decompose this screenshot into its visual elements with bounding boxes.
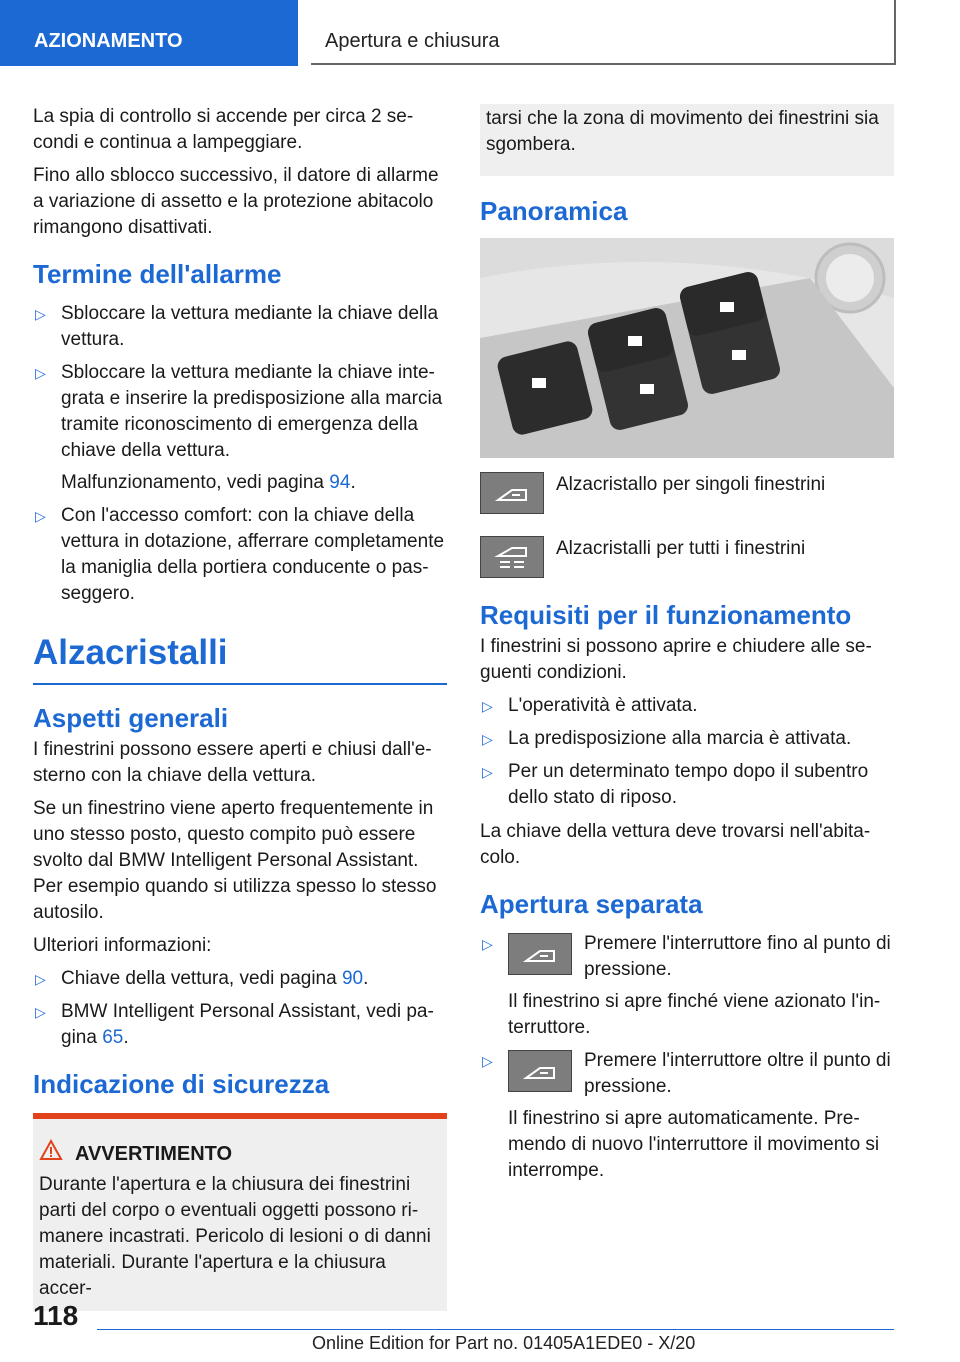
warning-title: AVVERTIMENTO	[75, 1142, 233, 1165]
list-item: ▷ Con l'accesso comfort: con la chiave della vettura in dotazione, afferrare completamente la maniglia della portiera conducente o pas-seggero.	[35, 505, 445, 604]
page-link[interactable]: 90	[341, 968, 364, 989]
symbol-all-windows: Alzacristalli per tutti i finestrini	[480, 536, 894, 578]
footer-divider	[97, 1329, 894, 1330]
triangle-bullet-icon: ▷	[482, 1053, 493, 1069]
triangle-bullet-icon: ▷	[35, 971, 46, 987]
paragraph: La spia di controllo si accende per circa 2 se-condi e continua a lampeggiare.	[33, 106, 414, 153]
list-item: ▷ Per un determinato tempo dopo il subentro dello stato di riposo.	[482, 761, 869, 808]
paragraph: Se un finestrino viene aperto frequentemente in uno stesso posto, questo compito può essere svolto dal BMW Intelligent Personal Assistant. Per esempio quando si utilizza spesso lo stesso autosilo.	[33, 798, 437, 923]
paragraph: Ulteriori informazioni:	[33, 935, 212, 956]
warning-box	[33, 1113, 447, 1311]
list-item: ▷ Premere l'interruttore fino al punto di pressione. Il finestrino si apre finché viene azionato l'in-terruttore.	[480, 931, 894, 1041]
list-item: ▷ Sbloccare la vettura mediante la chiave della vettura.	[35, 303, 439, 350]
left-column	[33, 104, 447, 1311]
page-link[interactable]: 65	[102, 1027, 124, 1048]
heading-requisiti: Requisiti per il funzionamento	[480, 600, 852, 630]
paragraph: Fino allo sblocco successivo, il datore di allarme a variazione di assetto e la protezione abitacolo rimangono disattivati.	[33, 165, 439, 238]
triangle-bullet-icon: ▷	[482, 731, 493, 747]
section-title: AZIONAMENTO	[34, 30, 183, 52]
page-number: 118	[33, 1300, 79, 1331]
list-item: ▷ BMW Intelligent Personal Assistant, vedi pa-gina 65.	[35, 1001, 434, 1048]
list-item: ▷ Sbloccare la vettura mediante la chiave inte-grata e inserire la predisposizione alla marcia tramite riconoscimento di emergenza della chiave della vettura. Malfunzionamento, vedi pagina 94.	[33, 360, 447, 496]
triangle-bullet-icon: ▷	[35, 508, 46, 524]
window-single-icon	[480, 472, 544, 514]
warning-text: Durante l'apertura e la chiusura dei finestrini parti del corpo o eventuali oggetti possono ri-manere incastrati. Pericolo di lesioni o di danni materiali. Durante l'apertura e la chiusura accer-	[39, 1174, 431, 1299]
heading-termine-allarme: Termine dell'allarme	[33, 259, 282, 289]
triangle-bullet-icon: ▷	[35, 365, 46, 381]
window-all-icon	[480, 536, 544, 578]
heading-alzacristalli: Alzacristalli	[33, 633, 228, 672]
heading-apertura-separata: Apertura separata	[480, 889, 703, 919]
triangle-bullet-icon: ▷	[482, 936, 493, 952]
triangle-bullet-icon: ▷	[35, 1004, 46, 1020]
paragraph: Il finestrino si apre automaticamente. Pre-mendo di nuovo l'interruttore il movimento si interrompe.	[508, 1108, 880, 1181]
info-list	[33, 966, 447, 1051]
divider	[33, 683, 447, 685]
window-single-icon	[508, 933, 572, 975]
list-item: ▷ Chiave della vettura, vedi pagina 90.	[33, 966, 447, 992]
malfunction-ref: Malfunzionamento, vedi pagina 94.	[61, 472, 356, 493]
triangle-bullet-icon: ▷	[482, 698, 493, 714]
warning-header	[39, 1139, 439, 1168]
list-item: ▷ Premere l'interruttore oltre il punto di pressione. Il finestrino si apre automaticamente. Pre-mendo di nuovo l'interruttore il movimento si interrompe.	[480, 1048, 894, 1184]
list-item: ▷ L'operatività è attivata.	[480, 693, 894, 719]
paragraph: Il finestrino si apre finché viene azionato l'in-terruttore.	[508, 991, 881, 1038]
requirements-list	[480, 693, 894, 811]
symbol-single-window: Alzacristallo per singoli finestrini	[480, 472, 894, 514]
triangle-bullet-icon: ▷	[482, 764, 493, 780]
page-link[interactable]: 94	[329, 472, 351, 493]
footer-edition: Online Edition for Part no. 01405A1EDE0 - X/20	[312, 1333, 696, 1353]
heading-panoramica: Panoramica	[480, 196, 628, 226]
window-single-icon	[508, 1050, 572, 1092]
heading-aspetti-generali: Aspetti generali	[33, 703, 229, 733]
termine-list	[33, 301, 447, 607]
paragraph: I finestrini possono essere aperti e chiusi dall'e-sterno con la chiave della vettura.	[33, 739, 432, 786]
warning-text: tarsi che la zona di movimento dei finestrini sia sgombera.	[486, 108, 879, 155]
chapter-title: Apertura e chiusura	[325, 30, 500, 52]
list-item: ▷ La predisposizione alla marcia è attivata.	[480, 726, 894, 752]
warning-box-continued	[480, 104, 894, 176]
triangle-bullet-icon: ▷	[35, 306, 46, 322]
window-switch-photo	[480, 238, 894, 458]
paragraph: La chiave della vettura deve trovarsi nell'abita-colo.	[480, 821, 871, 868]
heading-sicurezza: Indicazione di sicurezza	[33, 1069, 330, 1099]
paragraph: I finestrini si possono aprire e chiudere alle se-guenti condizioni.	[480, 636, 872, 683]
warning-triangle-icon	[39, 1139, 63, 1168]
right-column	[480, 104, 894, 1191]
